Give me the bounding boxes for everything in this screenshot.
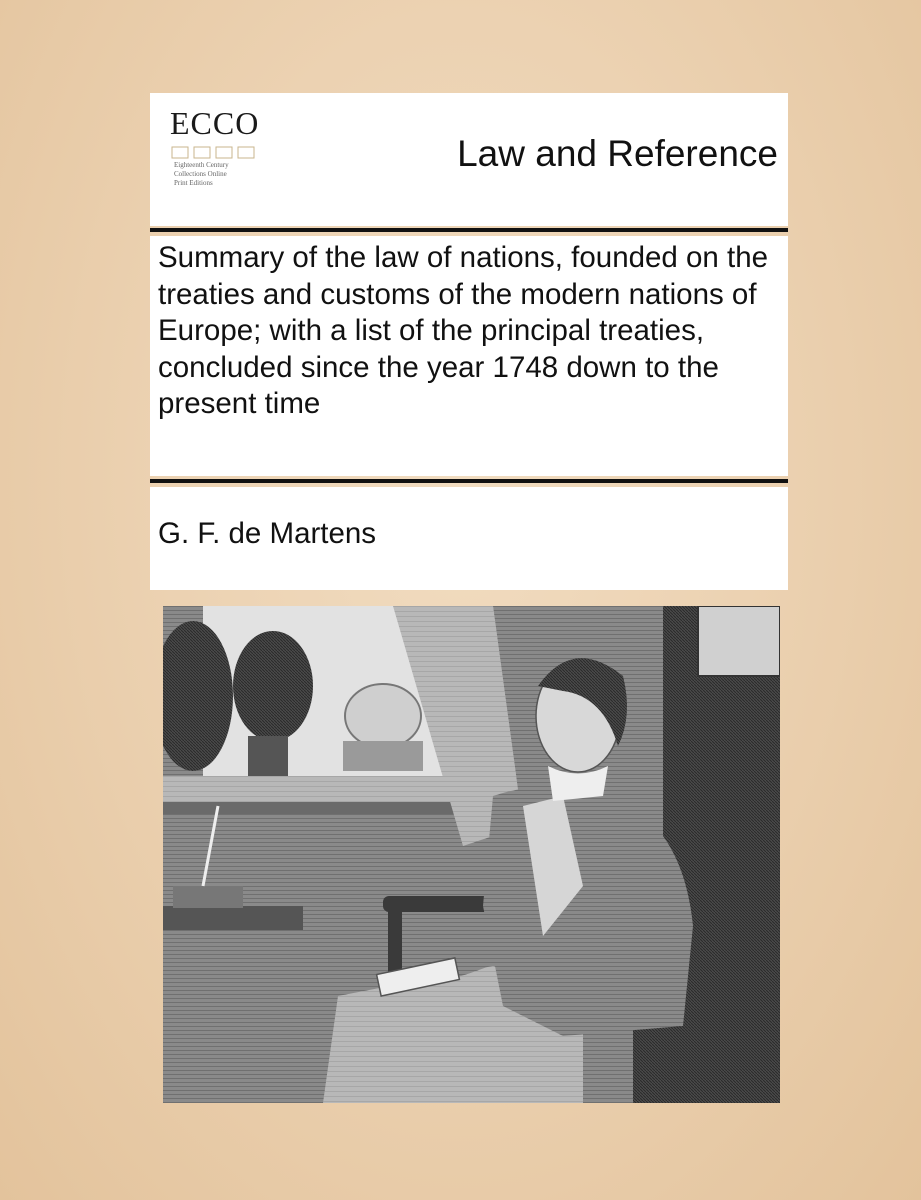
author-panel (150, 487, 788, 590)
ecco-logo-mark-icon (170, 145, 270, 161)
header-panel (150, 93, 788, 226)
ecco-logo-subtitle-line: Collections Online (174, 170, 227, 178)
series-title: Law and Reference (457, 133, 778, 174)
title-panel (150, 236, 788, 476)
author-name: G. F. de Martens (158, 517, 377, 550)
ecco-logo-subtitle (174, 161, 266, 188)
ecco-logo-subtitle-line: Eighteenth Century (174, 161, 229, 169)
divider-rule (150, 479, 788, 483)
ecco-logo-subtitle-line: Print Editions (174, 179, 213, 187)
ecco-logo (170, 105, 270, 215)
ecco-logo-letters: ECCO (170, 105, 260, 141)
cover-illustration (163, 606, 780, 1103)
divider-rule (150, 228, 788, 232)
engraving-seated-man-reading-icon (163, 606, 780, 1103)
book-title: Summary of the law of nations, founded on the treaties and customs of the modern nations of Europe; with a list of the principal treaties, concluded since the year 1748 down to the present time (158, 241, 769, 420)
